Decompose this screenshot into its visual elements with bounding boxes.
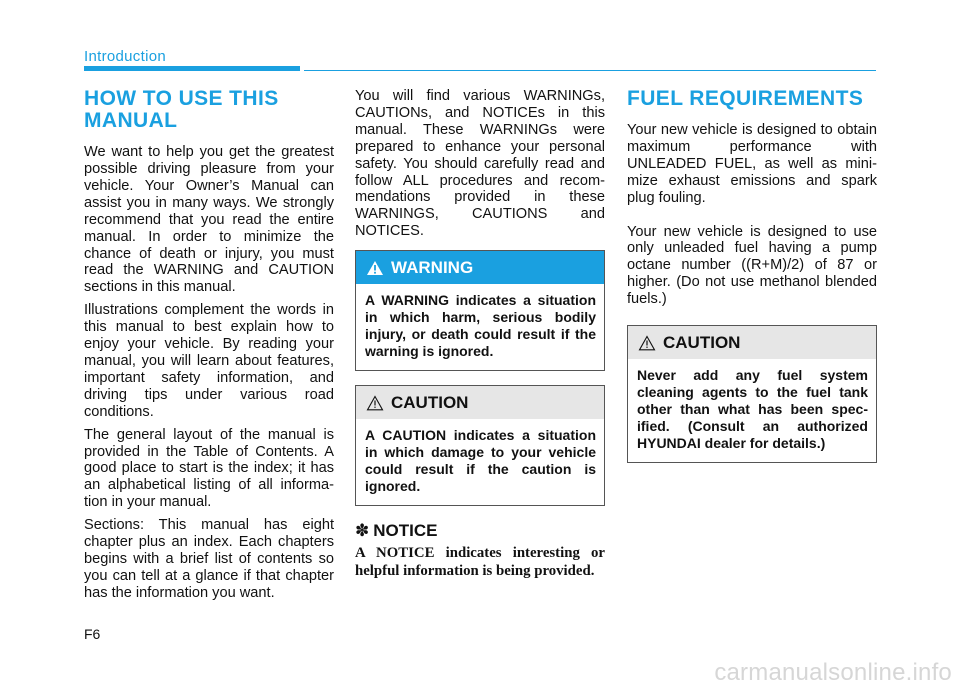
caution-box-header: [356, 386, 604, 419]
watermark: carmanualsonline.info: [714, 659, 952, 686]
notice-body: A NOTICE indicates interesting or helpful information is being provided.: [355, 545, 605, 580]
paragraph: Illustrations complement the words in this manual to best explain how to enjoy your vehicle. By reading your manual, you will learn about features, important safety information, and driving tips under various road conditions.: [84, 302, 334, 420]
warning-box-header: [356, 251, 604, 284]
column-how-to-use: [84, 88, 334, 608]
heading-fuel-requirements: FUEL REQUIREMENTS: [627, 87, 864, 110]
notice-title: [355, 521, 605, 541]
heading-how-to-use: HOW TO USE THIS MANUAL: [84, 87, 279, 133]
column-warnings: [355, 88, 605, 580]
warning-triangle-icon: [366, 260, 384, 276]
warning-box: [355, 250, 605, 371]
warning-box-body: A WARNING indicates a situation in which harm, serious bodily injury, or death could result if the warning is ignored.: [365, 292, 596, 360]
fuel-caution-box-header: [628, 326, 876, 359]
header-rule-thin: [304, 70, 876, 71]
header-rule-thick: [84, 66, 300, 71]
fuel-caution-box-body: Never add any fuel system cleaning agents to the fuel tank other than what has been specified. (Consult an authorized HYUNDAI dealer for details.): [637, 367, 868, 452]
caution-box-body: A CAUTION indicates a situation in which damage to your vehicle could result if the caution is ignored.: [365, 427, 596, 495]
paragraph-intro: You will find various WARNINGs, CAUTIONs, and NOTICEs in this manual. These WARNINGs were prepared to enhance your personal safety. You should carefully read and follow ALL procedures and recommendations provided in these WARNINGS, CAUTIONS and NOTICES.: [355, 88, 605, 240]
paragraph: We want to help you get the greatest possible driving pleasure from your vehicle. Your Owner’s Manual can assist you in many ways. We strongly recommend that you read the entire manual. In order to minimize the chance of death or injury, you must read the WARNING and CAUTION sections in this manual.: [84, 144, 334, 296]
page-number: F6: [84, 626, 101, 642]
caution-triangle-icon: [366, 395, 384, 411]
paragraph: Your new vehicle is designed to use only unleaded fuel having a pump octane number ((R+M)/2) of 87 or higher. (Do not use methanol blended fuels.): [627, 223, 877, 308]
section-label: Introduction: [84, 48, 166, 65]
paragraph: Sections: This manual has eight chapter plus an index. Each chapters begins with a brief list of contents so you can tell at a glance if that chapter has the information you want.: [84, 517, 334, 601]
notice-title-text: NOTICE: [373, 521, 438, 541]
notice-symbol-icon: ✽: [355, 521, 370, 541]
caution-triangle-icon: [638, 335, 656, 351]
fuel-caution-box: [627, 325, 877, 463]
caution-box-title: CAUTION: [391, 392, 469, 412]
paragraph: The general layout of the manual is provided in the Table of Contents. A good place to start is the index; it has an alphabetical listing of all information in your manual.: [84, 426, 334, 511]
column-fuel-requirements: [627, 88, 877, 463]
warning-box-title: WARNING: [391, 257, 474, 277]
paragraph: Your new vehicle is designed to obtain maximum performance with UNLEADED FUEL, as well as minimize exhaust emissions and spark plug fouling.: [627, 122, 877, 206]
caution-box: [355, 385, 605, 506]
fuel-caution-box-title: CAUTION: [663, 332, 741, 352]
